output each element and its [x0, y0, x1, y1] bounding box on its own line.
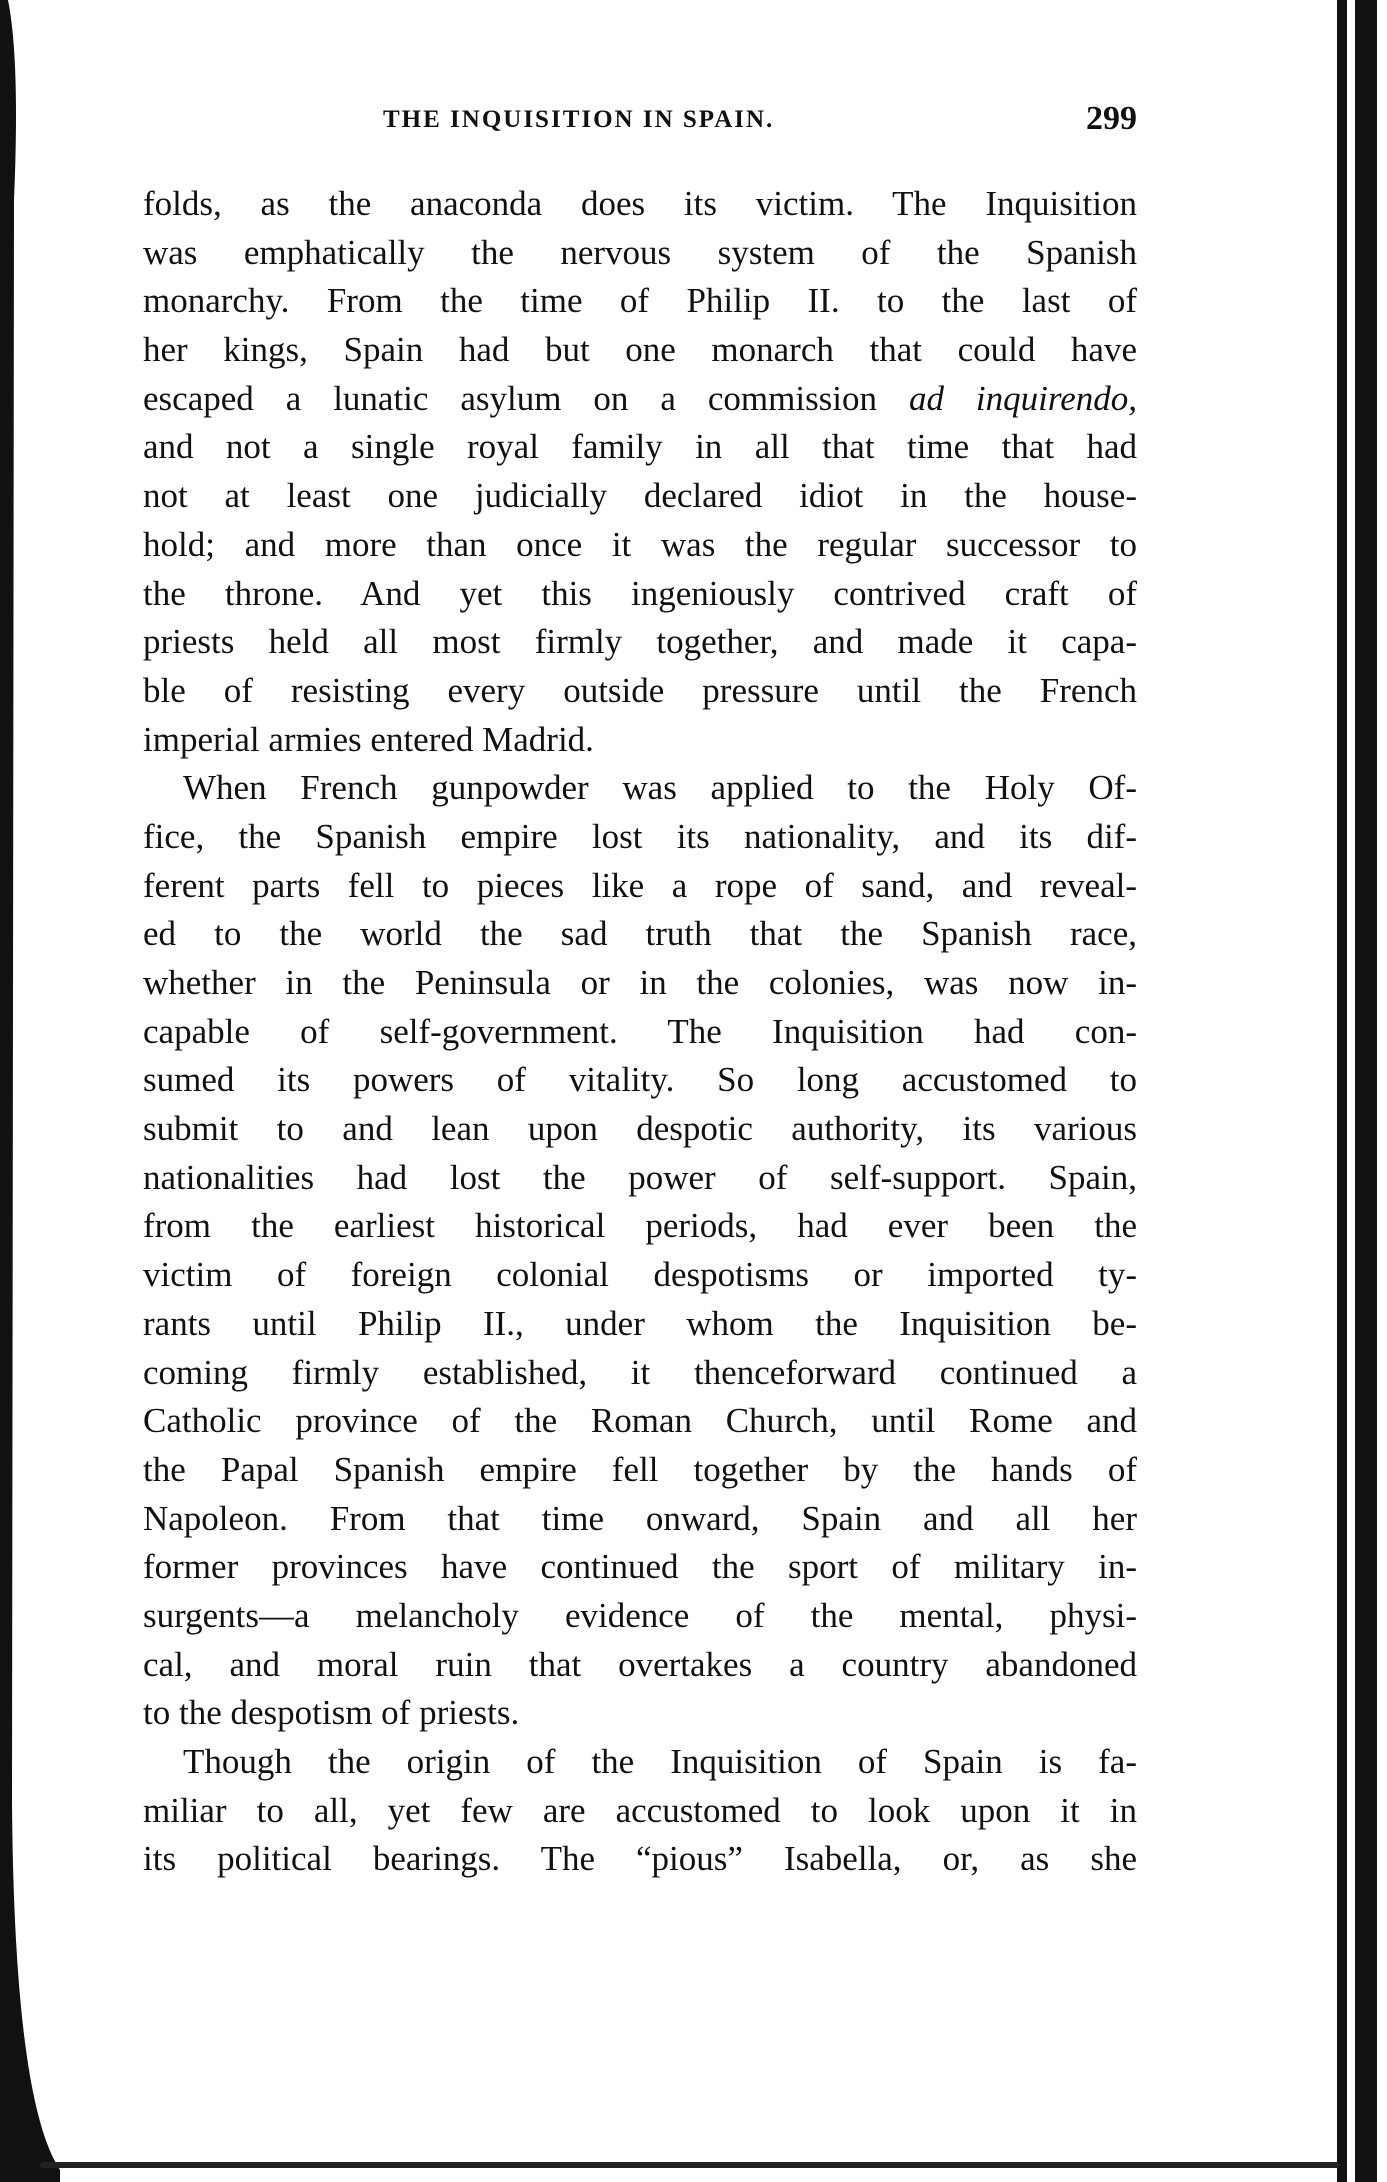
text-line: submit to and lean upon despotic authority, its various: [143, 1109, 1137, 1149]
text-line: miliar to all, yet few are accustomed to look upon it in: [143, 1790, 1137, 1830]
paragraph: [143, 764, 1137, 1738]
text-line: whether in the Peninsula or in the colonies, was now in-: [143, 963, 1137, 1002]
text-line: sumed its powers of vitality. So long accustomed to: [143, 1060, 1137, 1100]
text-line: surgents—a melancholy evidence of the mental, physi-: [143, 1595, 1137, 1635]
text-line: hold; and more than once it was the regular successor to: [143, 524, 1137, 564]
text-line: Though the origin of the Inquisition of Spain is fa-: [183, 1742, 1137, 1781]
running-title: THE INQUISITION IN SPAIN.: [383, 106, 775, 133]
text-line: [143, 375, 1137, 424]
text-line: nationalities had lost the power of self-support. Spain,: [143, 1157, 1137, 1197]
text-line: its political bearings. The “pious” Isabella, or, as she: [143, 1839, 1137, 1879]
text-line: and not a single royal family in all that time that had: [143, 427, 1137, 467]
text-line: coming firmly established, it thenceforward continued a: [143, 1352, 1137, 1392]
text-line: ferent parts fell to pieces like a rope of sand, and reveal-: [143, 865, 1137, 905]
text-line: Catholic province of the Roman Church, until Rome and: [143, 1401, 1137, 1441]
text-line: her kings, Spain had but one monarch that could have: [143, 330, 1137, 370]
text-line: from the earliest historical periods, had ever been the: [143, 1206, 1137, 1246]
text-line: ble of resisting every outside pressure until the French: [143, 670, 1137, 710]
text-line: capable of self-government. The Inquisition had con-: [143, 1011, 1137, 1051]
text-line: priests held all most firmly together, and made it capa-: [143, 622, 1137, 662]
text-segment: escaped a lunatic asylum on a commission: [143, 378, 909, 418]
paragraph: [143, 180, 1137, 764]
page-bottom-edge: [40, 2162, 1340, 2168]
text-line: imperial armies entered Madrid.: [143, 719, 594, 759]
text-line: not at least one judicially declared idiot in the house-: [143, 476, 1137, 516]
paragraph: [143, 1738, 1137, 1884]
page-right-edge-binding: [1327, 0, 1387, 2182]
page-header: [143, 100, 1137, 144]
italic-phrase: ad inquirendo,: [908, 378, 1137, 418]
body-text: [143, 180, 1137, 1884]
text-line: was emphatically the nervous system of the Spanish: [143, 232, 1137, 272]
text-line: to the despotism of priests.: [143, 1693, 520, 1733]
text-line: folds, as the anaconda does its victim. The Inquisition: [143, 184, 1137, 223]
text-line: the Papal Spanish empire fell together by the hands of: [143, 1449, 1137, 1489]
text-line: Napoleon. From that time onward, Spain and all her: [143, 1498, 1137, 1538]
text-line: victim of foreign colonial despotisms or imported ty-: [143, 1255, 1137, 1295]
text-line: fice, the Spanish empire lost its nationality, and its dif-: [143, 816, 1137, 856]
text-line: When French gunpowder was applied to the Holy Of-: [183, 768, 1137, 808]
page-left-edge-shadow: [0, 0, 60, 2182]
text-line: monarchy. From the time of Philip II. to the last of: [143, 281, 1137, 321]
text-line: cal, and moral ruin that overtakes a country abandoned: [143, 1644, 1137, 1684]
text-line: rants until Philip II., under whom the Inquisition be-: [143, 1303, 1137, 1343]
text-line: the throne. And yet this ingeniously contrived craft of: [143, 573, 1137, 613]
page-number: 299: [1086, 100, 1137, 137]
text-line: former provinces have continued the sport of military in-: [143, 1547, 1137, 1587]
text-line: ed to the world the sad truth that the Spanish race,: [143, 914, 1137, 954]
